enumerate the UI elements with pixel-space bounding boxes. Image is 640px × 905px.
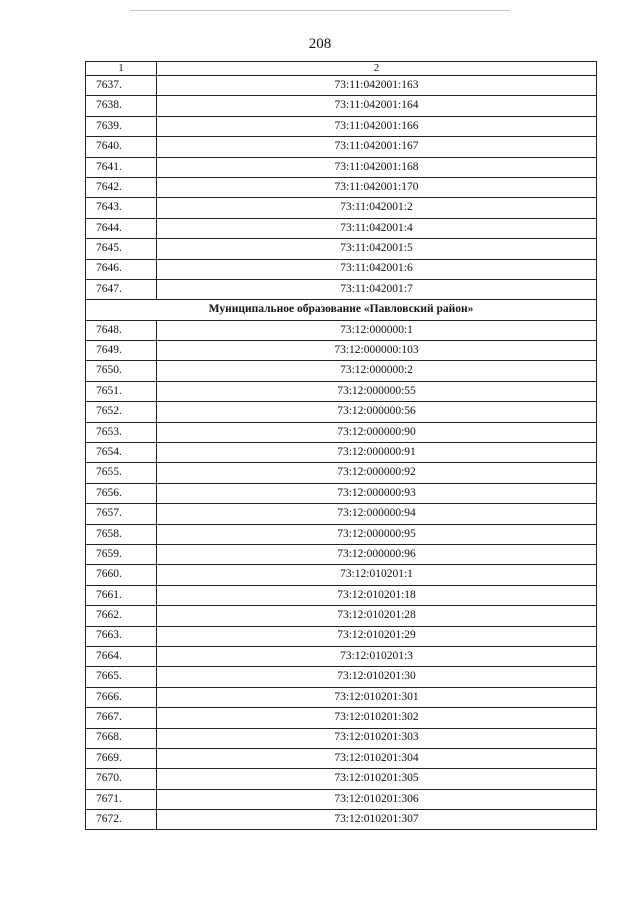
table-row [86,157,597,177]
row-number: 7648. [86,320,157,340]
row-number: 7661. [86,585,157,605]
row-number: 7654. [86,443,157,463]
cadastral-number: 73:11:042001:4 [157,218,597,238]
table-row [86,198,597,218]
row-number: 7669. [86,748,157,768]
cadastral-number: 73:12:010201:18 [157,585,597,605]
cadastral-number: 73:12:000000:92 [157,463,597,483]
cadastral-number: 73:11:042001:163 [157,76,597,96]
table-row [86,687,597,707]
column-header-2: 2 [157,62,597,76]
row-number: 7647. [86,279,157,299]
table-row [86,585,597,605]
row-number: 7642. [86,177,157,197]
row-number: 7650. [86,361,157,381]
table-row [86,708,597,728]
cadastral-number: 73:12:010201:303 [157,728,597,748]
cadastral-number: 73:12:000000:96 [157,544,597,564]
cadastral-number: 73:12:010201:304 [157,748,597,768]
row-number: 7651. [86,381,157,401]
cadastral-number: 73:12:010201:307 [157,810,597,830]
table-row [86,748,597,768]
cadastral-number: 73:12:000000:1 [157,320,597,340]
cadastral-number: 73:11:042001:6 [157,259,597,279]
table-row [86,769,597,789]
row-number: 7672. [86,810,157,830]
cadastral-number: 73:12:000000:94 [157,504,597,524]
table-row [86,259,597,279]
table-row [86,402,597,422]
row-number: 7644. [86,218,157,238]
table-row [86,422,597,442]
table-row [86,116,597,136]
row-number: 7660. [86,565,157,585]
cadastral-number: 73:12:000000:93 [157,483,597,503]
table-row [86,463,597,483]
row-number: 7668. [86,728,157,748]
row-number: 7655. [86,463,157,483]
row-number: 7637. [86,76,157,96]
row-number: 7671. [86,789,157,809]
row-number: 7641. [86,157,157,177]
table-row [86,361,597,381]
cadastral-number: 73:12:000000:95 [157,524,597,544]
table-row [86,789,597,809]
row-number: 7670. [86,769,157,789]
row-number: 7643. [86,198,157,218]
cadastral-number: 73:11:042001:166 [157,116,597,136]
table-row [86,96,597,116]
cadastral-number: 73:11:042001:170 [157,177,597,197]
table-row [86,239,597,259]
row-number: 7657. [86,504,157,524]
page-number: 208 [308,36,332,52]
cadastral-number: 73:12:000000:55 [157,381,597,401]
row-number: 7662. [86,606,157,626]
cadastral-number: 73:12:010201:28 [157,606,597,626]
row-number: 7666. [86,687,157,707]
row-number: 7649. [86,341,157,361]
table-row [86,667,597,687]
cadastral-number: 73:12:000000:90 [157,422,597,442]
table-row [86,810,597,830]
table-row [86,504,597,524]
row-number: 7667. [86,708,157,728]
row-number: 7638. [86,96,157,116]
table-header-row [86,62,597,76]
cadastral-number: 73:12:000000:103 [157,341,597,361]
row-number: 7653. [86,422,157,442]
row-number: 7639. [86,116,157,136]
table-row [86,728,597,748]
table-row [86,137,597,157]
row-number: 7665. [86,667,157,687]
column-header-1: 1 [86,62,157,76]
table-row [86,279,597,299]
section-heading: Муниципальное образование «Павловский район» [86,300,597,320]
cadastral-number: 73:11:042001:168 [157,157,597,177]
row-number: 7658. [86,524,157,544]
table-row [86,177,597,197]
table-row [86,381,597,401]
row-number: 7646. [86,259,157,279]
table-row [86,626,597,646]
table-row [86,646,597,666]
cadastral-number: 73:12:010201:302 [157,708,597,728]
row-number: 7656. [86,483,157,503]
table-row [86,606,597,626]
cadastral-number: 73:12:010201:29 [157,626,597,646]
row-number: 7663. [86,626,157,646]
table-row [86,341,597,361]
cadastral-number: 73:12:010201:3 [157,646,597,666]
scan-artifact-top [130,10,510,11]
row-number: 7640. [86,137,157,157]
row-number: 7664. [86,646,157,666]
cadastral-number: 73:12:000000:56 [157,402,597,422]
table-row [86,565,597,585]
cadastral-number: 73:12:010201:301 [157,687,597,707]
cadastral-number: 73:11:042001:2 [157,198,597,218]
cadastral-number: 73:11:042001:5 [157,239,597,259]
table-row [86,443,597,463]
row-number: 7659. [86,544,157,564]
cadastral-number: 73:12:000000:2 [157,361,597,381]
table-row [86,76,597,96]
table-row [86,218,597,238]
cadastral-number: 73:12:010201:1 [157,565,597,585]
cadastral-number: 73:12:000000:91 [157,443,597,463]
row-number: 7652. [86,402,157,422]
table-row [86,544,597,564]
cadastral-table [85,61,597,830]
cadastral-number: 73:12:010201:305 [157,769,597,789]
table-row [86,320,597,340]
table-row [86,524,597,544]
cadastral-number: 73:11:042001:167 [157,137,597,157]
cadastral-number: 73:11:042001:164 [157,96,597,116]
table-row [86,483,597,503]
cadastral-number: 73:11:042001:7 [157,279,597,299]
cadastral-number: 73:12:010201:30 [157,667,597,687]
row-number: 7645. [86,239,157,259]
section-heading-row [86,300,597,320]
cadastral-number: 73:12:010201:306 [157,789,597,809]
